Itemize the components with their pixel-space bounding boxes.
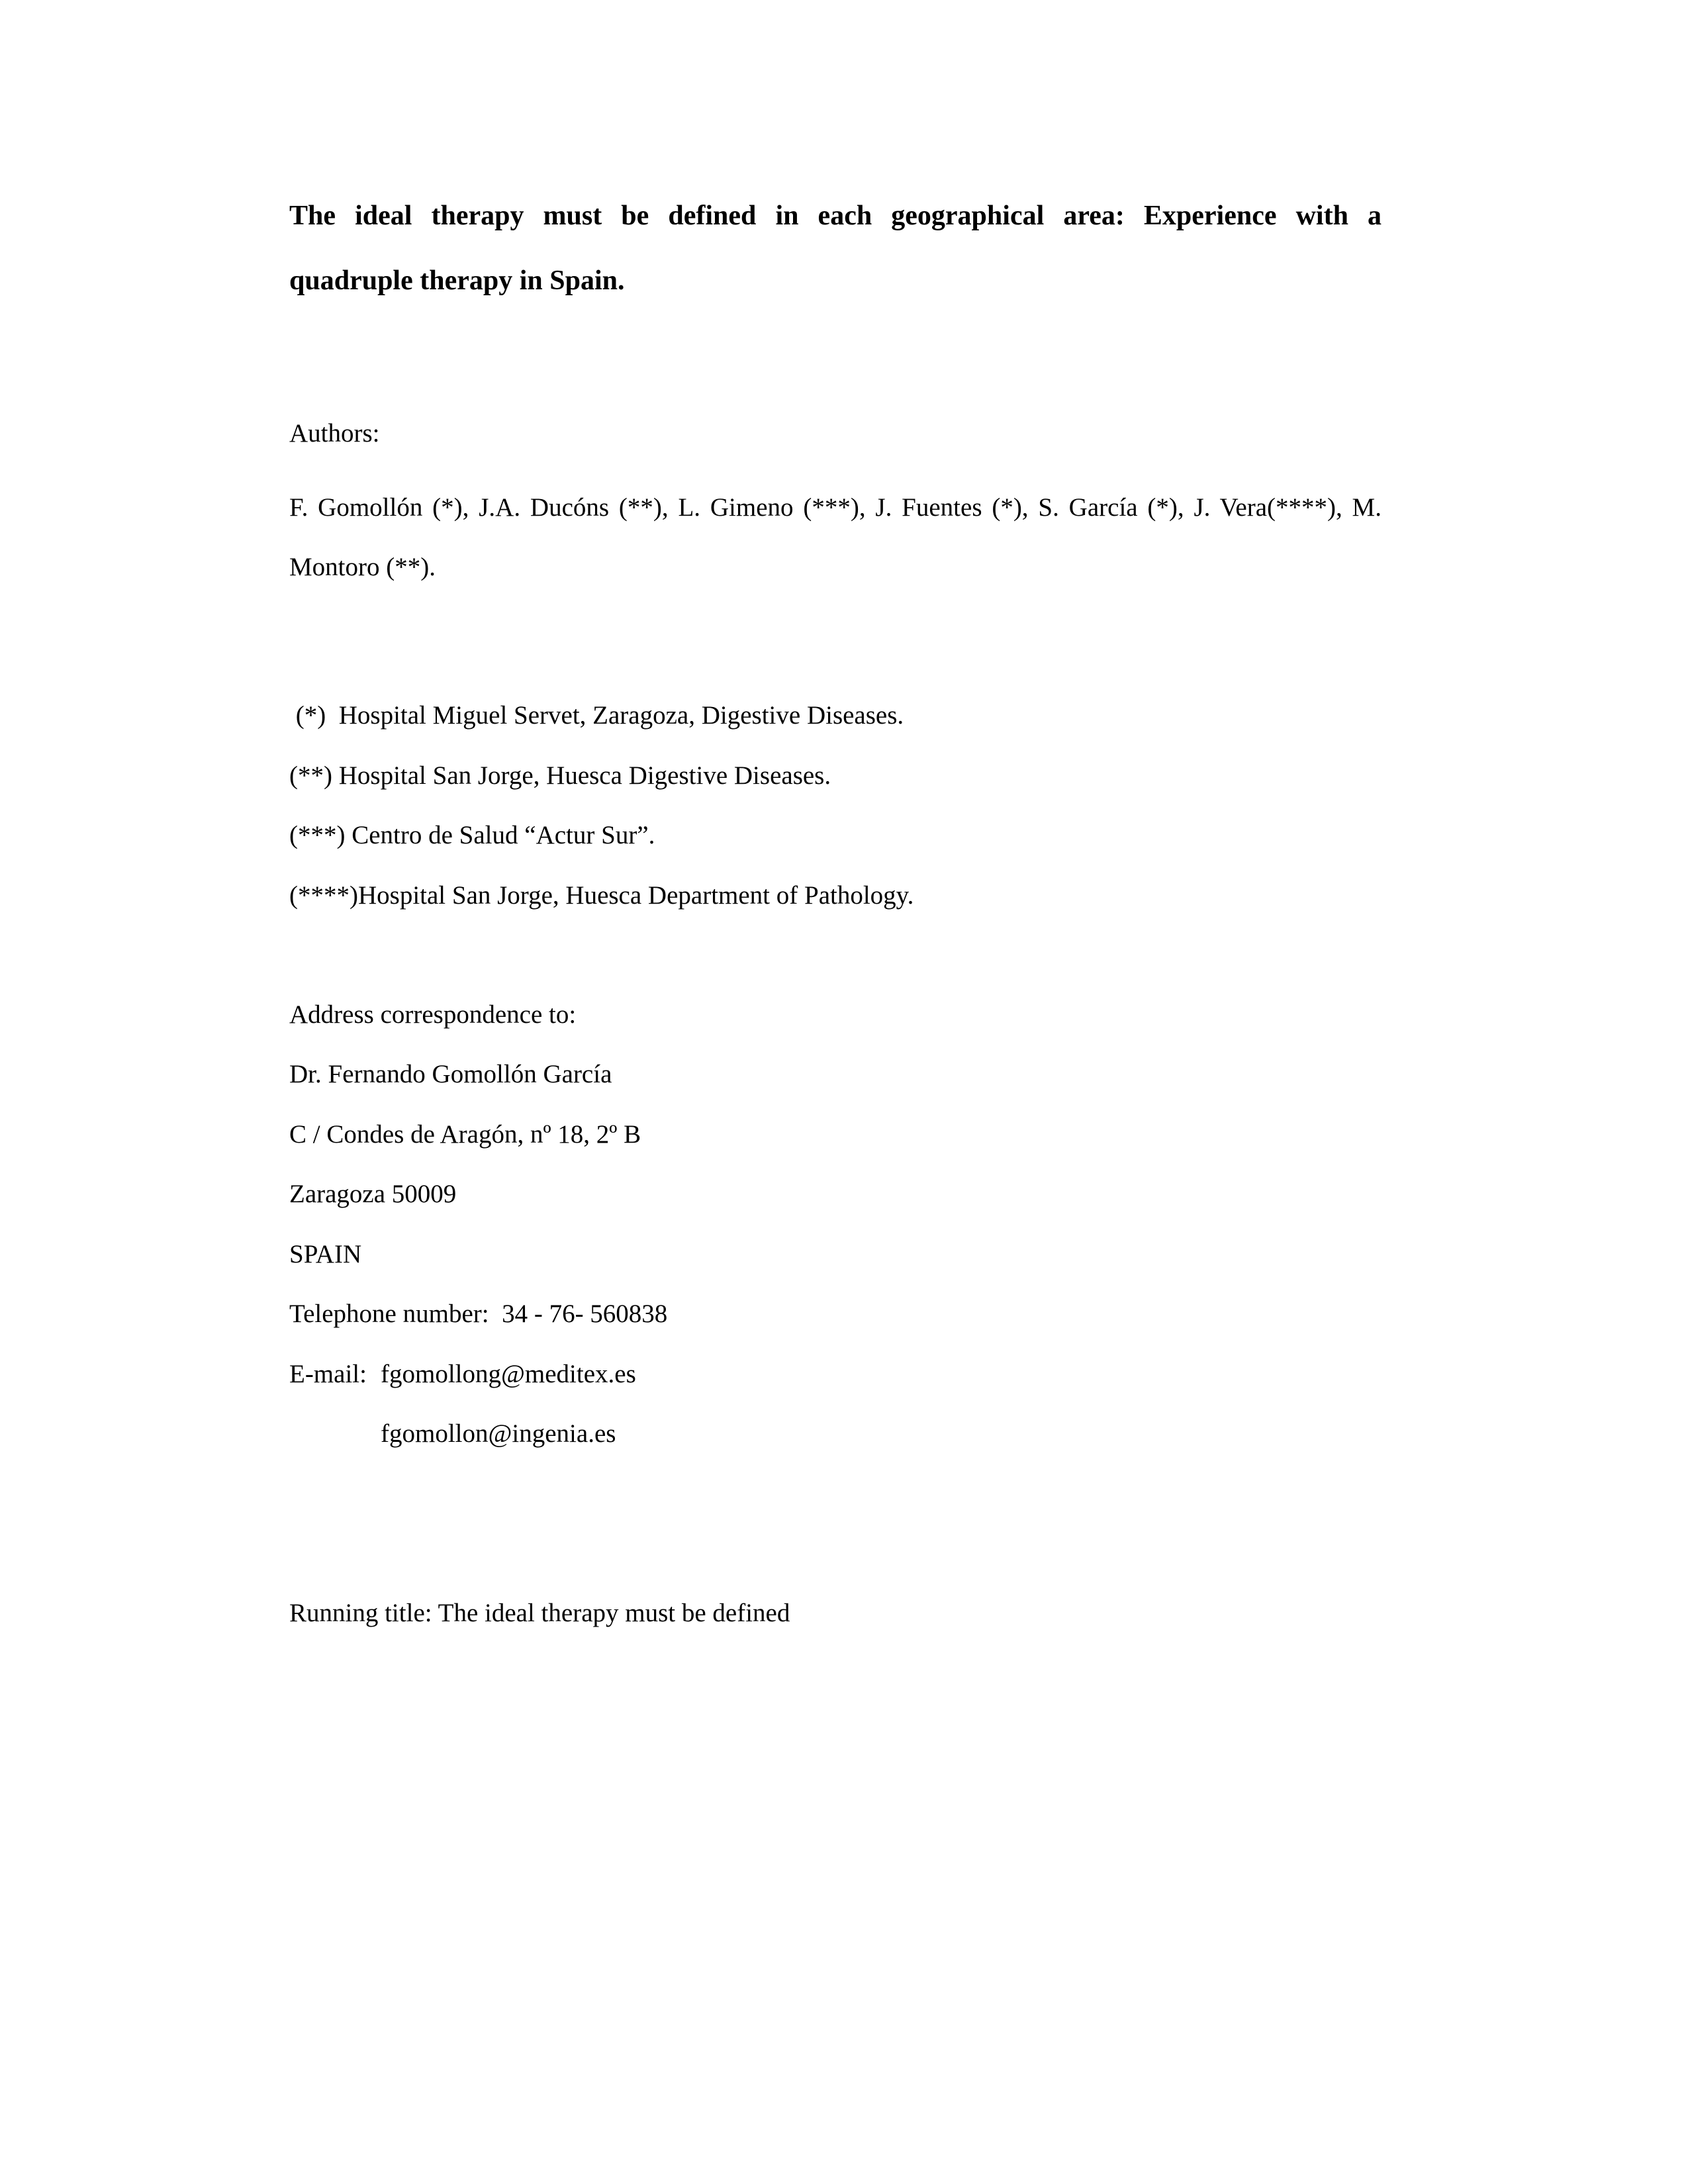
- affiliation-4: (****)Hospital San Jorge, Huesca Department of Pathology.: [289, 881, 914, 910]
- affiliation-1: (*) Hospital Miguel Servet, Zaragoza, Digestive Diseases.: [289, 701, 904, 730]
- authors-label: Authors:: [289, 419, 380, 448]
- correspondence-telephone: Telephone number: 34 - 76- 560838: [289, 1300, 668, 1328]
- running-title: Running title: The ideal therapy must be defined: [289, 1599, 790, 1627]
- correspondence-country: SPAIN: [289, 1240, 362, 1268]
- email-address-2[interactable]: fgomollon@ingenia.es: [381, 1419, 616, 1448]
- email-label-spacer: [289, 1419, 381, 1448]
- correspondence-street: C / Condes de Aragón, nº 18, 2º B: [289, 1120, 641, 1149]
- email-address-1[interactable]: fgomollong@meditex.es: [381, 1360, 636, 1388]
- authors-line-2: Montoro (**).: [289, 553, 436, 581]
- correspondence-name: Dr. Fernando Gomollón García: [289, 1060, 612, 1088]
- affiliation-3: (***) Centro de Salud “Actur Sur”.: [289, 821, 655, 849]
- paper-title: [289, 183, 1382, 313]
- email-label: E-mail:: [289, 1360, 367, 1388]
- email-row-2: [289, 1419, 1382, 1448]
- correspondence-city: Zaragoza 50009: [289, 1180, 457, 1208]
- paper-title-line-1: The ideal therapy must be defined in each geographical area: Experience with a: [289, 201, 1382, 231]
- correspondence-label: Address correspondence to:: [289, 1000, 577, 1029]
- authors-line-1: F. Gomollón (*), J.A. Ducóns (**), L. Gimeno (***), J. Fuentes (*), S. García (*), J. Vera(****), M.: [289, 493, 1382, 522]
- paper-title-line-2: quadruple therapy in Spain.: [289, 265, 625, 296]
- affiliation-2: (**) Hospital San Jorge, Huesca Digestive Diseases.: [289, 761, 831, 790]
- email-row-1: [289, 1360, 1382, 1389]
- authors-list: [289, 478, 1382, 597]
